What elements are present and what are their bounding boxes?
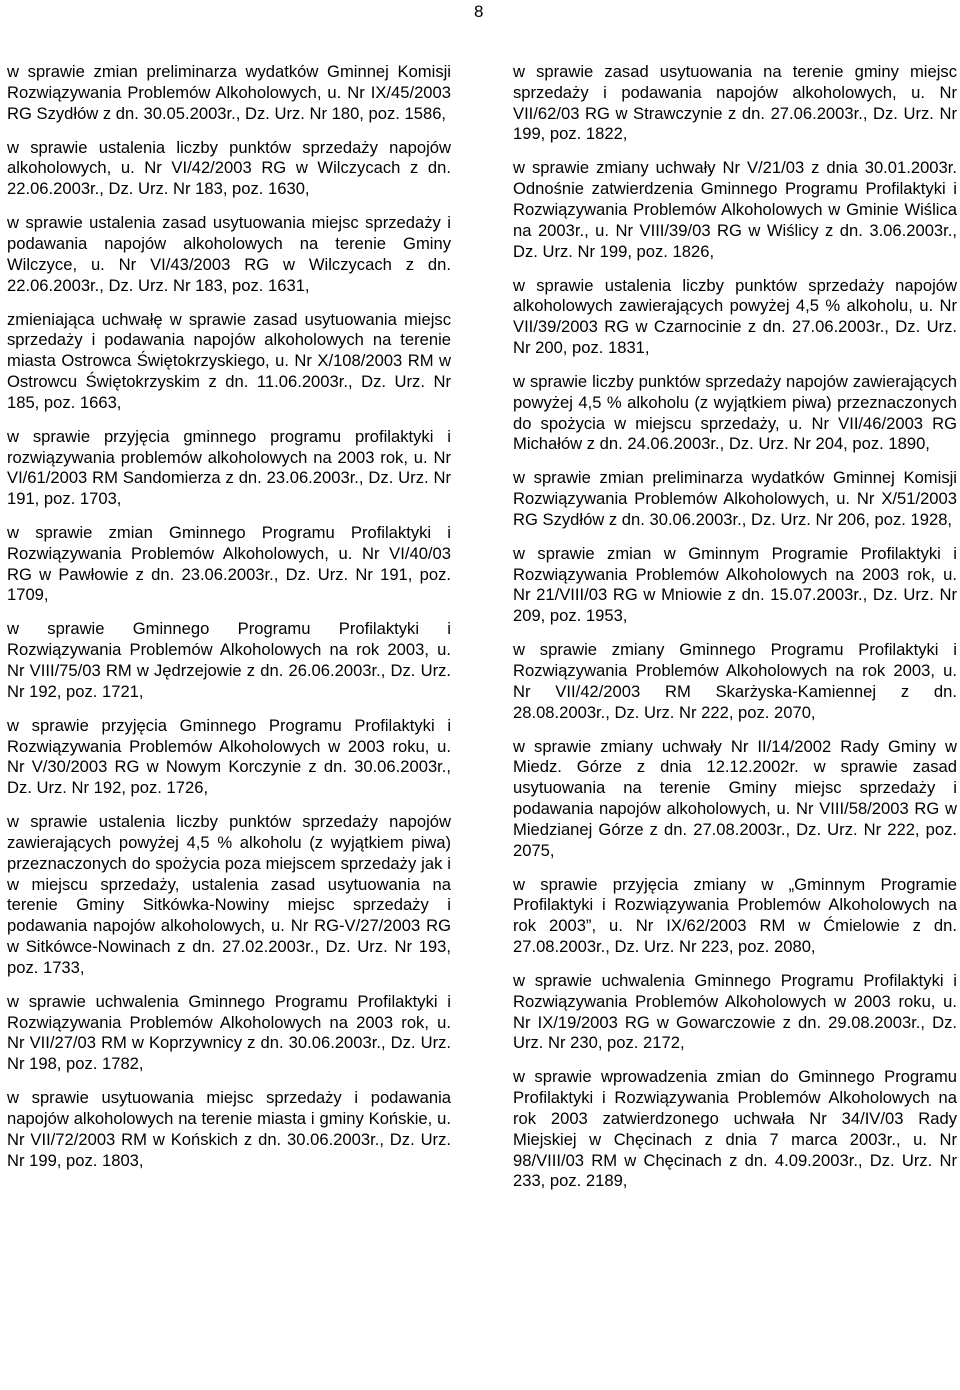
resolution-entry: w sprawie zmiany uchwały Nr II/14/2002 Rady Gminy w Miedz. Górze z dnia 12.12.2002r. w sprawie zasad usytuowania na terenie Gminy miejsc sprzedaży i podawania napojów alkoholowych, u. Nr VIII/58/2003 RG w Miedzianej Górze z dn. 27.08.2003r., Dz. Urz. Nr 222, poz. 2075, <box>513 736 957 860</box>
resolution-entry: w sprawie usytuowania miejsc sprzedaży i podawania napojów alkoholowych na terenie miasta i gminy Końskie, u. Nr VII/72/2003 RM w Końskich z dn. 30.06.2003r., Dz. Urz. Nr 199, poz. 1803, <box>7 1088 451 1170</box>
resolution-entry: w sprawie przyjęcia gminnego programu profilaktyki i rozwiązywania problemów alkoholowych na 2003 rok, u. Nr VI/61/2003 RM Sandomierza z dn. 23.06.2003r., Dz. Urz. Nr 191, poz. 1703, <box>7 426 451 509</box>
resolution-entry: w sprawie ustalenia liczby punktów sprzedaży napojów alkoholowych zawierających powyżej 4,5 % alkoholu, u. Nr VII/39/2003 RG w Czarnocinie z dn. 27.06.2003r., Dz. Urz. Nr 200, poz. 1831, <box>513 275 957 357</box>
left-column <box>7 62 451 1185</box>
resolution-entry: w sprawie zmiany uchwały Nr V/21/03 z dnia 30.01.2003r. Odnośnie zatwierdzenia Gminnego Programu Profilaktyki i Rozwiązywania Problemów Alkoholowych w Gminie Wiślica na 2003r., u. Nr VIII/39/03 RG w Wiślicy z dn. 3.06.2003r., Dz. Urz. Nr 199, poz. 1826, <box>513 158 957 261</box>
resolution-entry: w sprawie przyjęcia Gminnego Programu Profilaktyki i Rozwiązywania Problemów Alkoholowych w 2003 roku, u. Nr V/30/2003 RG w Nowym Korczynie z dn. 30.06.2003r., Dz. Urz. Nr 192, poz. 1726, <box>7 715 451 798</box>
page-number: 8 <box>474 2 484 21</box>
resolution-entry: zmieniająca uchwałę w sprawie zasad usytuowania miejsc sprzedaży i podawania napojów alkoholowych na terenie miasta Ostrowca Świętokrzyskiego, u. Nr X/108/2003 RM w Ostrowcu Świętokrzyskim z dn. 11.06.2003r., Dz. Urz. Nr 185, poz. 1663, <box>7 309 451 412</box>
resolution-entry: w sprawie ustalenia zasad usytuowania miejsc sprzedaży i podawania napojów alkoholowych na terenie Gminy Wilczyce, u. Nr VI/43/2003 RG w Wilczycach z dn. 22.06.2003r., Dz. Urz. Nr 183, poz. 1631, <box>7 213 451 295</box>
resolution-entry: w sprawie Gminnego Programu Profilaktyki i Rozwiązywania Problemów Alkoholowych na rok 2003, u. Nr VIII/75/03 RM w Jędrzejowie z dn. 26.06.2003r., Dz. Urz. Nr 192, poz. 1721, <box>7 619 451 701</box>
resolution-entry: w sprawie zmian preliminarza wydatków Gminnej Komisji Rozwiązywania Problemów Alkoholowych, u. Nr IX/45/2003 RG Szydłów z dn. 30.05.2003r., Dz. Urz. Nr 180, poz. 1586, <box>7 62 451 123</box>
resolution-entry: w sprawie liczby punktów sprzedaży napojów zawierających powyżej 4,5 % alkoholu (z wyjątkiem piwa) przeznaczonych do spożycia w miejscu sprzedaży, u. Nr VII/46/2003 RG Michałów z dn. 24.06.2003r., Dz. Urz. Nr 204, poz. 1890, <box>513 371 957 454</box>
resolution-entry: w sprawie zmian Gminnego Programu Profilaktyki i Rozwiązywania Problemów Alkoholowych, u. Nr VI/40/03 RG w Pawłowie z dn. 23.06.2003r., Dz. Urz. Nr 191, poz. 1709, <box>7 523 451 605</box>
resolution-entry: w sprawie zasad usytuowania na terenie gminy miejsc sprzedaży i podawania napojów alkoholowych, u. Nr VII/62/03 RG w Strawczynie z dn. 27.06.2003r., Dz. Urz. Nr 199, poz. 1822, <box>513 62 957 144</box>
resolution-entry: w sprawie wprowadzenia zmian do Gminnego Programu Profilaktyki i Rozwiązywania Problemów Alkoholowych na rok 2003 zatwierdzonego uchwała Nr 34/IV/03 Rady Miejskiej w Chęcinach z dnia 7 marca 2003r., u. Nr 98/VIII/03 RM w Chęcinach z dn. 4.09.2003r., Dz. Urz. Nr 233, poz. 2189, <box>513 1067 957 1191</box>
resolution-entry: w sprawie uchwalenia Gminnego Programu Profilaktyki i Rozwiązywania Problemów Alkoholowych na 2003 rok, u. Nr VII/27/03 RM w Koprzywnicy z dn. 30.06.2003r., Dz. Urz. Nr 198, poz. 1782, <box>7 991 451 1074</box>
resolution-entry: w sprawie zmian preliminarza wydatków Gminnej Komisji Rozwiązywania Problemów Alkoholowych, u. Nr X/51/2003 RG Szydłów z dn. 30.06.2003r., Dz. Urz. Nr 206, poz. 1928, <box>513 468 957 529</box>
resolution-entry: w sprawie zmian w Gminnym Programie Profilaktyki i Rozwiązywania Problemów Alkoholowych na 2003 rok, u. Nr 21/VIII/03 RG w Mniowie z dn. 15.07.2003r., Dz. Urz. Nr 209, poz. 1953, <box>513 543 957 626</box>
resolution-entry: w sprawie ustalenia liczby punktów sprzedaży napojów alkoholowych, u. Nr VI/42/2003 RG w Wilczycach z dn. 22.06.2003r., Dz. Urz. Nr 183, poz. 1630, <box>7 137 451 199</box>
resolution-entry: w sprawie uchwalenia Gminnego Programu Profilaktyki i Rozwiązywania Problemów Alkoholowych w 2003 roku, u. Nr IX/19/2003 RG w Gowarczowie z dn. 29.08.2003r., Dz. Urz. Nr 230, poz. 2172, <box>513 970 957 1053</box>
resolution-entry: w sprawie zmiany Gminnego Programu Profilaktyki i Rozwiązywania Problemów Alkoholowych na rok 2003, u. Nr VII/42/2003 RM Skarżyska-Kamiennej z dn. 28.08.2003r., Dz. Urz. Nr 222, poz. 2070, <box>513 640 957 722</box>
resolution-entry: w sprawie ustalenia liczby punktów sprzedaży napojów zawierających powyżej 4,5 % alkoholu (z wyjątkiem piwa) przeznaczonych do spożycia poza miejscem sprzedaży jak i w miejscu sprzedaży, ustalenia zasad usytuowania na terenie Gminy Sitkówka-Nowiny miejsc sprzedaży i podawania napojów alkoholowych, u. Nr RG-V/27/2003 RG w Sitkówce-Nowinach z dn. 27.02.2003r., Dz. Urz. Nr 193, poz. 1733, <box>7 812 451 977</box>
right-column <box>513 62 957 1205</box>
resolution-entry: w sprawie przyjęcia zmiany w „Gminnym Programie Profilaktyki i Rozwiązywania Problemów Alkoholowych na rok 2003”, u. Nr IX/62/2003 RM w Ćmielowie z dn. 27.08.2003r., Dz. Urz. Nr 223, poz. 2080, <box>513 874 957 956</box>
